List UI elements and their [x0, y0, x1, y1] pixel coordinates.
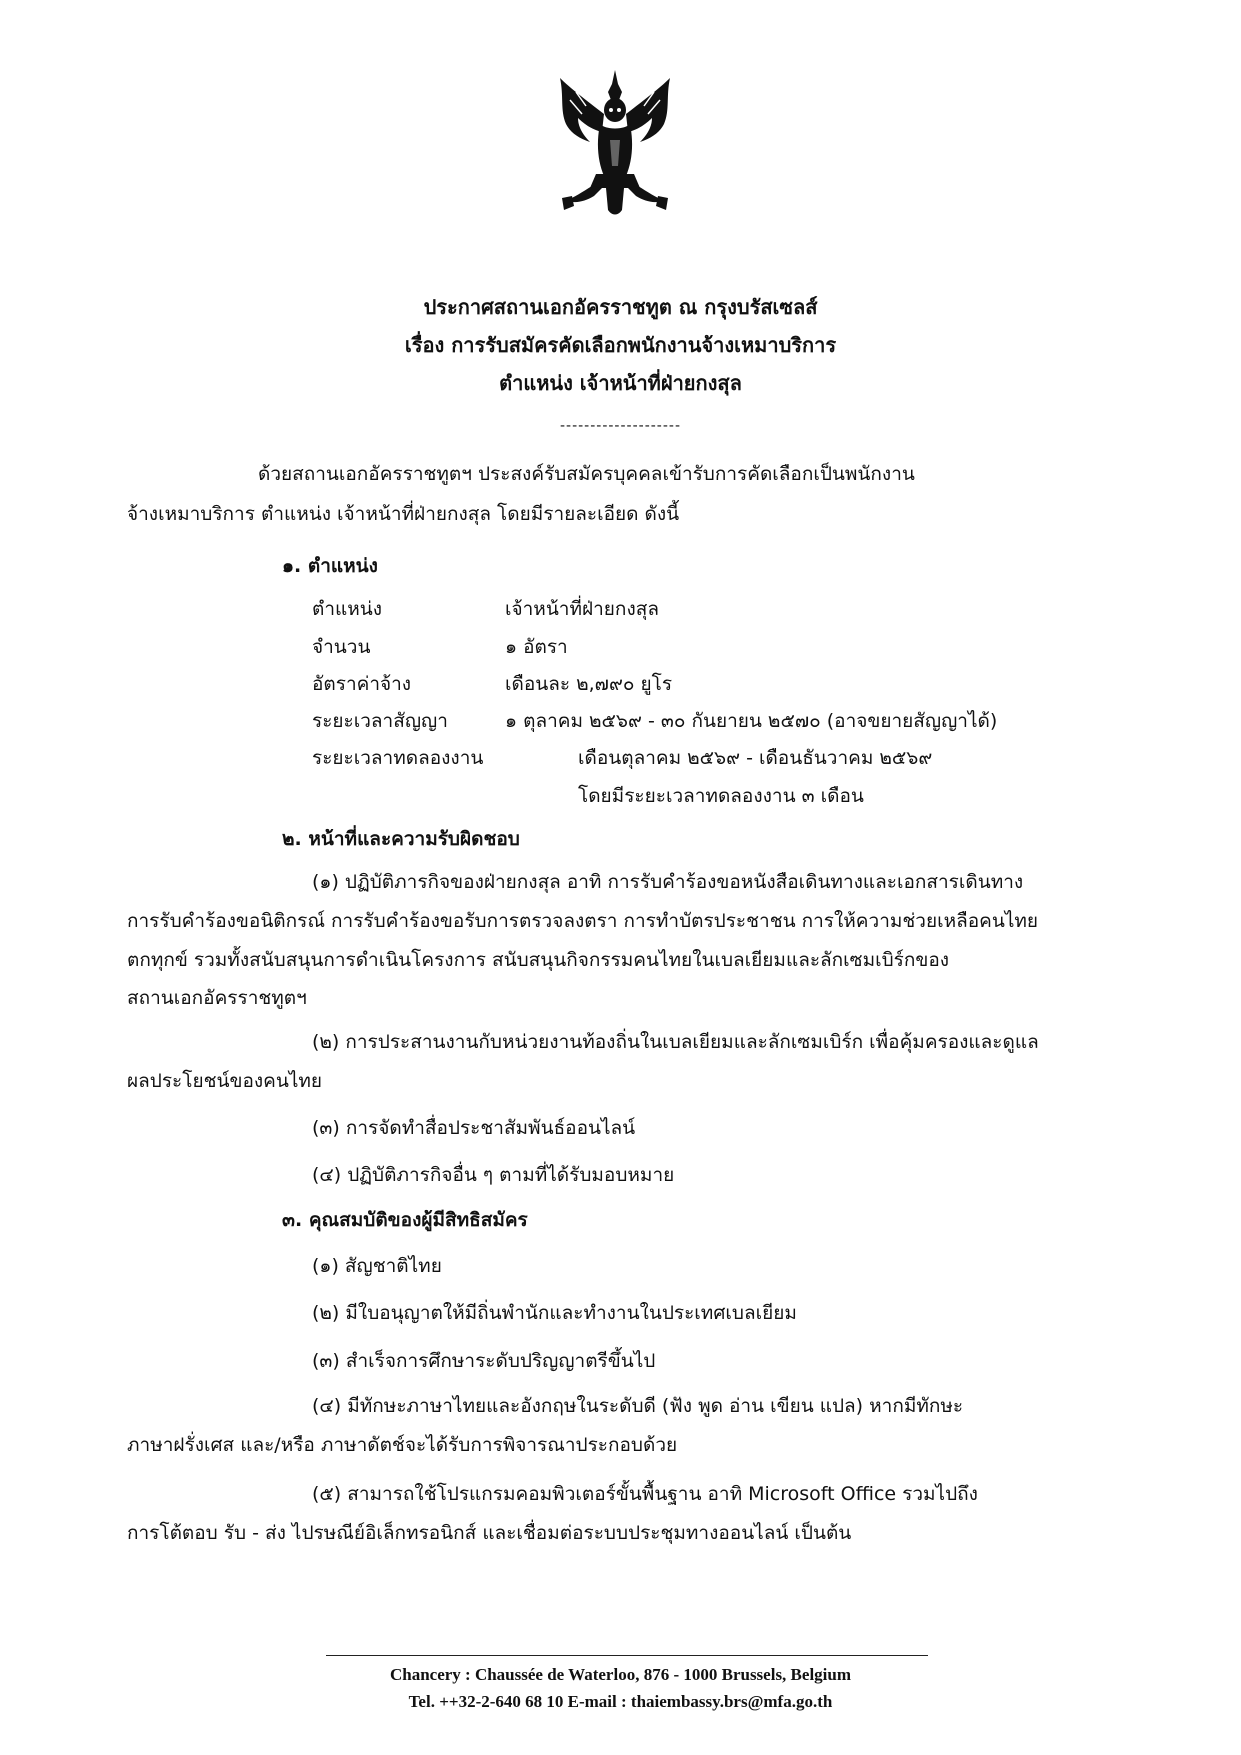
- qualification-2: (๒) มีใบอนุญาตให้มีถิ่นพำนักและทำงานในประเทศเบลเยียม: [312, 1302, 797, 1324]
- contract-period-label: ระยะเวลาสัญญา: [312, 710, 448, 732]
- probation-label: ระยะเวลาทดลองงาน: [312, 747, 484, 769]
- qualification-4-line-2: ภาษาฝรั่งเศส และ/หรือ ภาษาดัตช์จะได้รับการพิจารณาประกอบด้วย: [127, 1434, 678, 1456]
- section-1-heading: ๑. ตำแหน่ง: [282, 555, 378, 577]
- title-divider: --------------------: [559, 418, 682, 434]
- footer-divider: [326, 1655, 928, 1656]
- qualification-4-line-1: (๔) มีทักษะภาษาไทยและอังกฤษในระดับดี (ฟัง พูด อ่าน เขียน แปล) หากมีทักษะ: [312, 1395, 964, 1417]
- contract-period-value: ๑ ตุลาคม ๒๕๖๙ - ๓๐ กันยายน ๒๕๗๐ (อาจขยายสัญญาได้): [505, 710, 998, 732]
- intro-line-2: จ้างเหมาบริการ ตำแหน่ง เจ้าหน้าที่ฝ่ายกงสุล โดยมีรายละเอียด ดังนี้: [127, 503, 680, 525]
- announcement-title: ประกาศสถานเอกอัครราชทูต ณ กรุงบรัสเซลส์: [423, 295, 818, 319]
- garuda-emblem-icon: [556, 70, 674, 220]
- qualification-3: (๓) สำเร็จการศึกษาระดับปริญญาตรีขึ้นไป: [312, 1350, 656, 1372]
- duty-1-line-1: (๑) ปฏิบัติภารกิจของฝ่ายกงสุล อาทิ การรับคำร้องขอหนังสือเดินทางและเอกสารเดินทาง: [312, 871, 1024, 893]
- duty-1-line-3: ตกทุกข์ รวมทั้งสนับสนุนการดำเนินโครงการ สนับสนุนกิจกรรมคนไทยในเบลเยียมและลักเซมเบิร์กของ: [127, 949, 950, 971]
- probation-value: เดือนตุลาคม ๒๕๖๙ - เดือนธันวาคม ๒๕๖๙: [578, 747, 933, 769]
- position-value: เจ้าหน้าที่ฝ่ายกงสุล: [505, 598, 659, 620]
- announcement-subject: เรื่อง การรับสมัครคัดเลือกพนักงานจ้างเหมาบริการ: [404, 333, 837, 357]
- salary-value: เดือนละ ๒,๗๙๐ ยูโร: [505, 673, 673, 695]
- duty-1-line-2: การรับคำร้องขอนิติกรณ์ การรับคำร้องขอรับการตรวจลงตรา การทำบัตรประชาชน การให้ความช่วยเหลือคนไทย: [127, 910, 1039, 932]
- qualification-1: (๑) สัญชาติไทย: [312, 1255, 442, 1277]
- duty-3: (๓) การจัดทำสื่อประชาสัมพันธ์ออนไลน์: [312, 1117, 636, 1139]
- qualification-5-line-2: การโต้ตอบ รับ - ส่ง ไปรษณีย์อิเล็กทรอนิกส์ และเชื่อมต่อระบบประชุมทางออนไลน์ เป็นต้น: [127, 1522, 852, 1544]
- probation-duration: โดยมีระยะเวลาทดลองงาน ๓ เดือน: [578, 785, 864, 807]
- chancery-address: Chancery : Chaussée de Waterloo, 876 - 1000 Brussels, Belgium: [389, 1665, 852, 1684]
- announcement-position: ตำแหน่ง เจ้าหน้าที่ฝ่ายกงสุล: [499, 371, 742, 395]
- duty-2-line-1: (๒) การประสานงานกับหน่วยงานท้องถิ่นในเบลเยียมและลักเซมเบิร์ก เพื่อคุ้มครองและดูแล: [312, 1031, 1039, 1053]
- duty-1-line-4: สถานเอกอัครราชทูตฯ: [127, 987, 307, 1009]
- contact-info: Tel. ++32-2-640 68 10 E-mail : thaiembassy.brs@mfa.go.th: [408, 1692, 833, 1711]
- section-2-heading: ๒. หน้าที่และความรับผิดชอบ: [282, 828, 520, 850]
- intro-line-1: ด้วยสถานเอกอัครราชทูตฯ ประสงค์รับสมัครบุคคลเข้ารับการคัดเลือกเป็นพนักงาน: [258, 463, 915, 485]
- section-3-heading: ๓. คุณสมบัติของผู้มีสิทธิสมัคร: [282, 1209, 528, 1231]
- duty-2-line-2: ผลประโยชน์ของคนไทย: [127, 1070, 323, 1092]
- quota-value: ๑ อัตรา: [505, 636, 568, 658]
- quota-label: จำนวน: [312, 636, 371, 658]
- salary-label: อัตราค่าจ้าง: [312, 673, 412, 695]
- position-label: ตำแหน่ง: [312, 598, 383, 620]
- duty-4: (๔) ปฏิบัติภารกิจอื่น ๆ ตามที่ได้รับมอบหมาย: [312, 1164, 675, 1186]
- qualification-5-line-1: (๕) สามารถใช้โปรแกรมคอมพิวเตอร์ขั้นพื้นฐาน อาทิ Microsoft Office รวมไปถึง: [312, 1483, 978, 1505]
